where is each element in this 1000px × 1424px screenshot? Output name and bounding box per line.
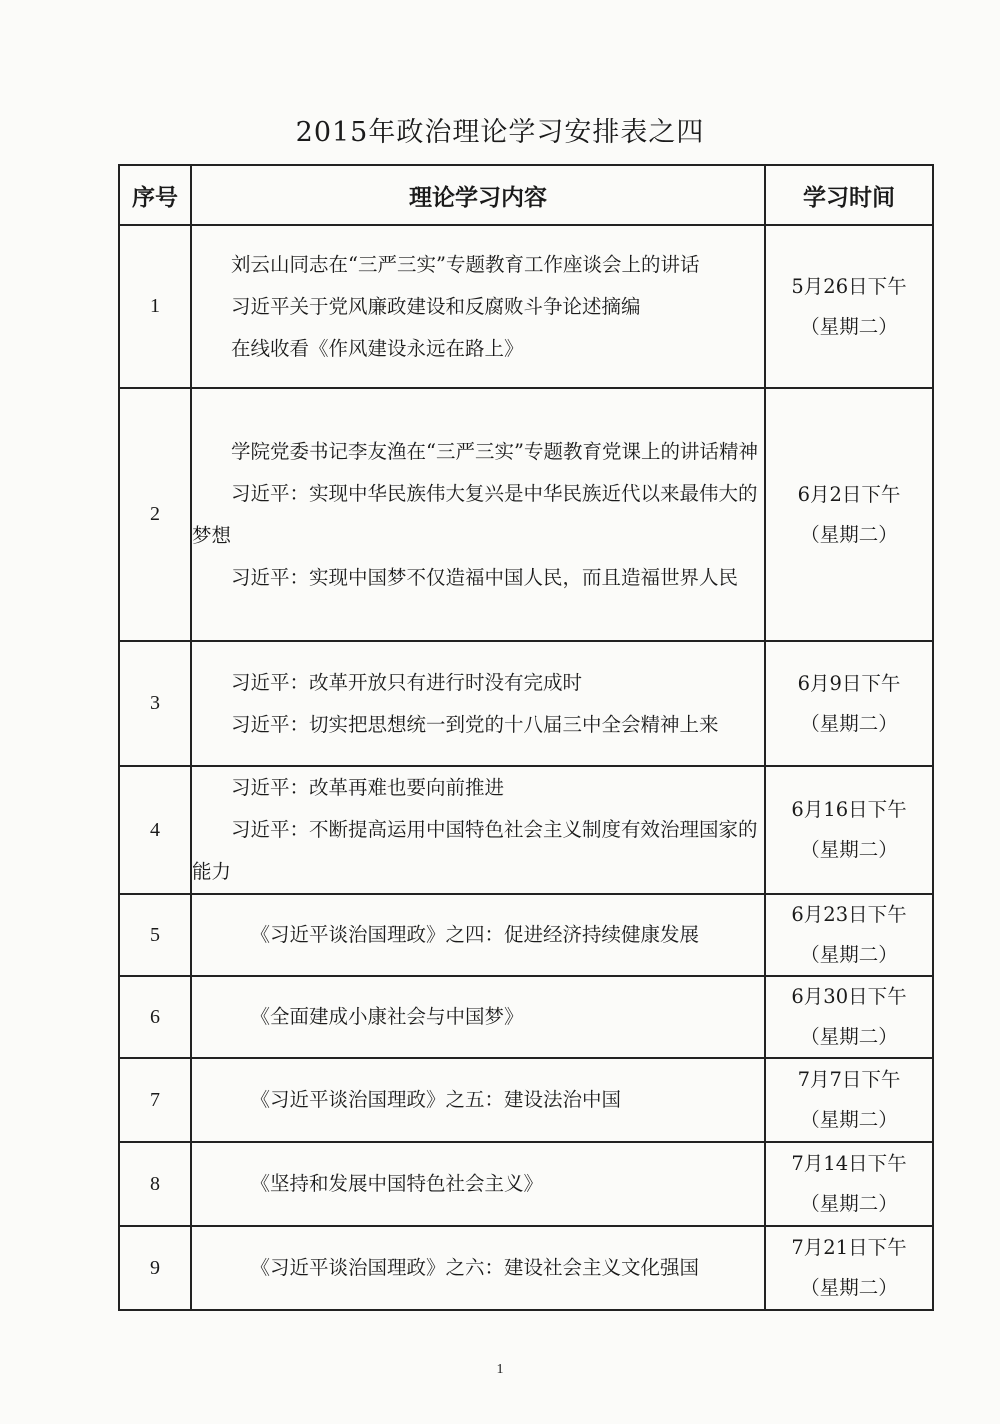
study-time-cell: [765, 225, 933, 388]
study-date: 6月9日下午: [797, 671, 901, 695]
study-date: 7月7日下午: [797, 1068, 901, 1091]
study-item: 《习近平谈治国理政》之四：促进经济持续健康发展: [250, 923, 700, 946]
study-item: 《坚持和发展中国特色社会主义》: [250, 1172, 544, 1195]
study-content-cell: [191, 976, 765, 1058]
row-number: 7: [119, 1058, 191, 1142]
study-item: 习近平：实现中国梦不仅造福中国人民，而且造福世界人民: [231, 565, 739, 589]
study-item: 习近平：改革开放只有进行时没有完成时: [231, 670, 583, 694]
table-row: [119, 1226, 933, 1310]
study-content-cell: [191, 1142, 765, 1226]
row-number: 5: [119, 894, 191, 976]
study-date: 7月21日下午: [791, 1236, 907, 1259]
study-weekday: （星期二）: [800, 1276, 898, 1299]
study-item: 习近平：改革再难也要向前推进: [231, 776, 505, 799]
study-time-cell: [765, 388, 933, 641]
study-weekday: （星期二）: [800, 1108, 898, 1131]
study-date: 6月30日下午: [791, 985, 907, 1008]
study-weekday: （星期二）: [800, 838, 898, 861]
study-item: 刘云山同志在“三严三实”专题教育工作座谈会上的讲话: [231, 252, 700, 276]
study-content-cell: [191, 225, 765, 388]
row-number: 3: [119, 641, 191, 766]
document-title: 2015年政治理论学习安排表之四: [295, 117, 705, 148]
table-row: [119, 976, 933, 1058]
study-time-cell: [765, 1058, 933, 1142]
study-date: 6月16日下午: [791, 798, 907, 821]
study-item: 在线收看《作风建设永远在路上》: [231, 336, 524, 360]
study-time-cell: [765, 976, 933, 1058]
study-date: 5月26日下午: [791, 274, 907, 298]
study-weekday: （星期二）: [800, 1192, 898, 1215]
study-weekday: （星期二）: [800, 314, 898, 338]
study-item: 《全面建成小康社会与中国梦》: [250, 1005, 524, 1028]
header-date: 学习时间: [765, 165, 933, 225]
row-number: 9: [119, 1226, 191, 1310]
study-content-cell: [191, 894, 765, 976]
study-item: 学院党委书记李友渔在“三严三实”专题教育党课上的讲话精神: [231, 439, 758, 463]
study-time-cell: [765, 894, 933, 976]
study-content-cell: [191, 1226, 765, 1310]
row-number: 2: [119, 388, 191, 641]
table-row: [119, 225, 933, 388]
row-number: 6: [119, 976, 191, 1058]
table-row: [119, 641, 933, 766]
study-content-cell: [191, 766, 765, 894]
study-date: 7月14日下午: [791, 1152, 907, 1175]
study-item: 《习近平谈治国理政》之五：建设法治中国: [250, 1088, 622, 1111]
study-schedule-table: [118, 164, 934, 1311]
study-time-cell: [765, 1226, 933, 1310]
study-content-cell: [191, 1058, 765, 1142]
study-item: 习近平关于党风廉政建设和反腐败斗争论述摘编: [231, 294, 641, 318]
table-row: [119, 894, 933, 976]
study-time-cell: [765, 641, 933, 766]
row-number: 8: [119, 1142, 191, 1226]
study-item: 习近平：切实把思想统一到党的十八届三中全会精神上来: [231, 712, 719, 736]
header-content: 理论学习内容: [191, 165, 765, 225]
row-number: 4: [119, 766, 191, 894]
study-weekday: （星期二）: [800, 522, 898, 546]
table-row: [119, 766, 933, 894]
study-item: 习近平：不断提高运用中国特色社会主义制度有效治理国家的能力: [192, 818, 758, 883]
study-time-cell: [765, 766, 933, 894]
study-date: 6月23日下午: [791, 903, 907, 926]
study-item: 《习近平谈治国理政》之六：建设社会主义文化强国: [250, 1256, 700, 1279]
study-content-cell: [191, 641, 765, 766]
study-weekday: （星期二）: [800, 1025, 898, 1048]
table-header-row: [119, 165, 933, 225]
study-weekday: （星期二）: [800, 711, 898, 735]
table-row: [119, 1142, 933, 1226]
page-number: 1: [496, 1362, 504, 1377]
study-date: 6月2日下午: [797, 482, 901, 506]
table-row: [119, 388, 933, 641]
header-num: 序号: [119, 165, 191, 225]
study-time-cell: [765, 1142, 933, 1226]
study-item: 习近平：实现中华民族伟大复兴是中华民族近代以来最伟大的梦想: [192, 481, 758, 547]
table-row: [119, 1058, 933, 1142]
study-content-cell: [191, 388, 765, 641]
row-number: 1: [119, 225, 191, 388]
study-weekday: （星期二）: [800, 943, 898, 966]
